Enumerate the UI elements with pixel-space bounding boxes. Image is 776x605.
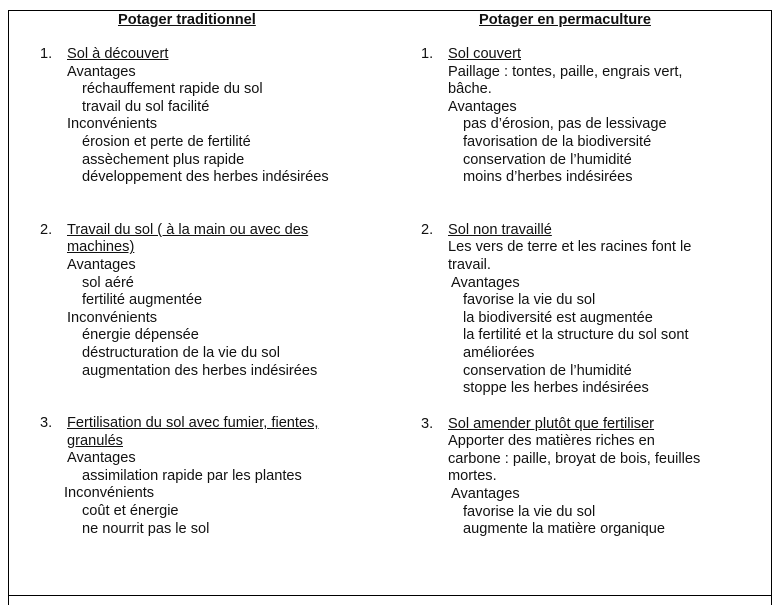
drawbacks-label: Inconvénients bbox=[67, 116, 158, 133]
left-item-3 bbox=[40, 415, 380, 538]
advantage-line: sol aéré bbox=[82, 274, 134, 291]
advantage-line: travail du sol facilité bbox=[82, 98, 210, 115]
item-title: Sol amender plutôt que fertiliser bbox=[448, 415, 655, 432]
advantage-line: conservation de l’humidité bbox=[463, 362, 632, 379]
right-item-3 bbox=[421, 416, 761, 539]
left-column-heading: Potager traditionnel bbox=[118, 12, 256, 28]
advantage-line: fertilité augmentée bbox=[82, 292, 203, 309]
drawback-line: déstructuration de la vie du sol bbox=[82, 344, 280, 361]
item-number: 3. bbox=[40, 415, 53, 432]
item-number: 2. bbox=[40, 221, 53, 238]
advantages-label: Avantages bbox=[67, 450, 136, 467]
drawback-line: érosion et perte de fertilité bbox=[82, 133, 251, 150]
drawbacks-label: Inconvénients bbox=[64, 485, 155, 502]
left-item-2 bbox=[40, 222, 380, 380]
right-column bbox=[421, 46, 761, 539]
description-line: Paillage : tontes, paille, engrais vert, bbox=[448, 63, 683, 80]
item-title-cont: granulés bbox=[67, 432, 123, 449]
right-item-1 bbox=[421, 46, 761, 187]
advantage-line: favorisation de la biodiversité bbox=[463, 133, 652, 150]
advantages-label: Avantages bbox=[448, 98, 517, 115]
item-title: Sol non travaillé bbox=[448, 221, 552, 238]
right-column-heading: Potager en permaculture bbox=[479, 12, 651, 28]
drawback-line: coût et énergie bbox=[82, 503, 179, 520]
description-line: Les vers de terre et les racines font le bbox=[448, 239, 692, 256]
advantage-line: réchauffement rapide du sol bbox=[82, 81, 263, 98]
item-title: Sol à découvert bbox=[67, 46, 169, 62]
description-line: carbone : paille, broyat de bois, feuilles bbox=[448, 450, 701, 467]
advantage-line: moins d’herbes indésirées bbox=[463, 169, 633, 186]
drawback-line: énergie dépensée bbox=[82, 327, 199, 344]
advantage-line: conservation de l’humidité bbox=[463, 151, 632, 168]
advantage-line: pas d’érosion, pas de lessivage bbox=[463, 116, 667, 133]
advantage-line: favorise la vie du sol bbox=[463, 503, 596, 520]
description-line: bâche. bbox=[448, 81, 492, 98]
bottom-rule bbox=[8, 595, 772, 596]
left-column bbox=[40, 46, 380, 538]
drawback-line: assèchement plus rapide bbox=[82, 151, 245, 168]
item-number: 1. bbox=[421, 46, 434, 62]
drawbacks-label: Inconvénients bbox=[67, 309, 158, 326]
item-number: 1. bbox=[40, 46, 53, 62]
description-line: mortes. bbox=[448, 468, 497, 485]
advantage-line: augmente la matière organique bbox=[463, 521, 666, 538]
drawback-line: ne nourrit pas le sol bbox=[82, 520, 210, 537]
advantage-line: favorise la vie du sol bbox=[463, 292, 596, 309]
description-line: travail. bbox=[448, 256, 491, 273]
advantages-label: Avantages bbox=[451, 274, 520, 291]
advantages-label: Avantages bbox=[451, 486, 520, 503]
item-title-cont: machines) bbox=[67, 239, 135, 256]
advantage-line: la fertilité et la structure du sol sont bbox=[463, 327, 689, 344]
drawback-line: augmentation des herbes indésirées bbox=[82, 362, 318, 379]
advantage-line: stoppe les herbes indésirées bbox=[463, 380, 649, 397]
advantage-line: la biodiversité est augmentée bbox=[463, 309, 653, 326]
item-title: Sol couvert bbox=[448, 46, 522, 62]
left-item-1 bbox=[40, 46, 380, 187]
item-number: 2. bbox=[421, 221, 434, 238]
item-number: 3. bbox=[421, 415, 434, 432]
advantages-label: Avantages bbox=[67, 256, 136, 273]
description-line: Apporter des matières riches en bbox=[448, 433, 655, 450]
drawback-line: développement des herbes indésirées bbox=[82, 169, 329, 186]
item-title: Fertilisation du sol avec fumier, fientes, bbox=[67, 415, 319, 432]
right-item-2 bbox=[421, 222, 761, 398]
advantage-line: assimilation rapide par les plantes bbox=[82, 467, 302, 484]
item-title: Travail du sol ( à la main ou avec des bbox=[67, 221, 309, 238]
advantage-line: améliorées bbox=[463, 344, 535, 361]
advantages-label: Avantages bbox=[67, 63, 136, 80]
